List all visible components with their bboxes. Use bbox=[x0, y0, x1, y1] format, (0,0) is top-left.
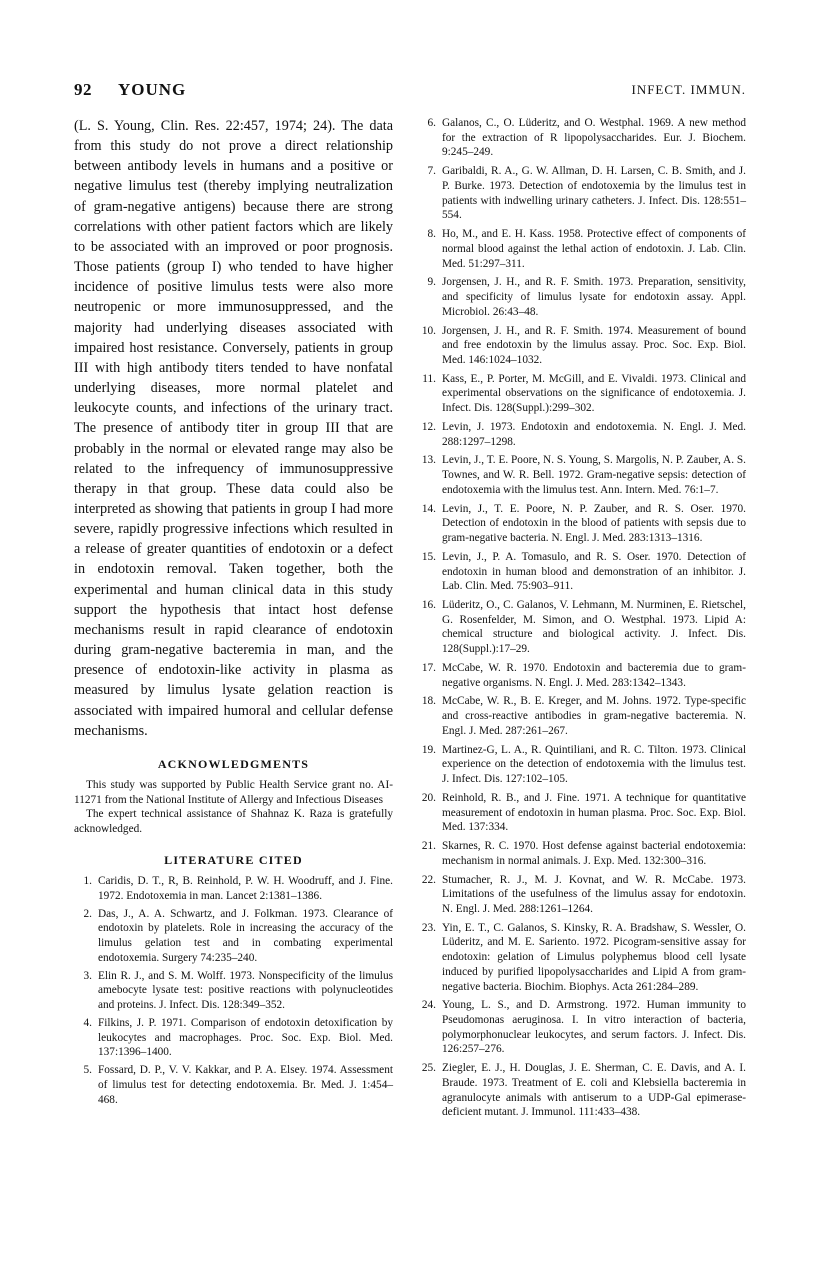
running-head bbox=[74, 80, 746, 102]
reference-text: Lüderitz, O., C. Galanos, V. Lehmann, M. Nurminen, E. Rietschel, G. Rosenfelder, M. Simon, and O. Westphal. 1973. Lipid A: chemical structure and biological activity. J. Infect. Dis. 128(Suppl.):17–29. bbox=[442, 599, 746, 656]
reference-item bbox=[418, 598, 746, 657]
reference-item bbox=[74, 1016, 393, 1060]
left-column bbox=[74, 116, 393, 1111]
reference-number: 16. bbox=[421, 599, 436, 612]
reference-text: Martinez-G, L. A., R. Quintiliani, and R. C. Tilton. 1973. Clinical experience on the detection of endotoxemia with the limulus test. J. Infect. Dis. 127:102–105. bbox=[442, 743, 746, 786]
page-number: 92 bbox=[74, 80, 92, 99]
reference-number: 18. bbox=[421, 695, 436, 708]
reference-text: Skarnes, R. C. 1970. Host defense against bacterial endotoxemia: mechanism in normal animals. J. Exp. Med. 132:300–316. bbox=[442, 840, 746, 867]
discussion-paragraph: (L. S. Young, Clin. Res. 22:457, 1974; 24). The data from this study do not prove a direct relationship between antibody levels in humans and a positive or negative limulus test (thereby implying neutralization of gram-negative antigens) because there are strong correlations with other patient factors which are likely to be associated with an improved or poor prognosis. Those patients (group I) who tended to have higher incidence of positive limulus tests were also more neutropenic or more immunosuppressed, and the majority had underlying diseases associated with impaired host resistance. Conversely, patients in group III with high antibody titers tended to have nonfatal underlying diseases, more normal platelet and leukocyte counts, and infections of the urinary tract. The presence of antibody titer in group III that are probably in the normal or elevated range may also be related to the infrequency of immunosuppressive therapy in that group. These data could also be interpreted as showing that patients in group I had more severe, rapidly progressive infections which resulted in a release of greater quantities of endotoxin or a defect in endotoxin removal. Taken together, both the experimental and human clinical data in this study support the hypothesis that intact host defense mechanisms result in rapid clearance of endotoxin during gram-negative bacteremia in man, and the presence of endotoxin-like activity in plasma as measured by limulus lysate gelation reaction is associated with impaired humoral and cellular defense mechanisms. bbox=[74, 118, 393, 739]
reference-list-left bbox=[74, 874, 393, 1107]
reference-number: 24. bbox=[421, 999, 436, 1012]
reference-text: Reinhold, R. B., and J. Fine. 1971. A technique for quantitative measurement of endotoxin in human plasma. Proc. Soc. Exp. Biol. Med. 137:334. bbox=[442, 791, 746, 834]
reference-text: Fossard, D. P., V. V. Kakkar, and P. A. Elsey. 1974. Assessment of limulus test for detecting endotoxemia. Br. Med. J. 1:454–468. bbox=[98, 1064, 393, 1106]
reference-number: 21. bbox=[421, 840, 436, 853]
reference-item bbox=[418, 791, 746, 835]
right-column bbox=[418, 116, 746, 1124]
acknowledgment-paragraph: The expert technical assistance of Shahnaz K. Raza is gratefully acknowledged. bbox=[74, 808, 393, 836]
reference-item bbox=[74, 969, 393, 1013]
literature-cited-heading: LITERATURE CITED bbox=[164, 853, 303, 868]
reference-text: Caridis, D. T., R, B. Reinhold, P. W. H. Woodruff, and J. Fine. 1972. Endotoxemia in man. Lancet 2:1381–1386. bbox=[98, 875, 393, 902]
reference-item bbox=[418, 694, 746, 738]
reference-number: 11. bbox=[422, 372, 436, 385]
reference-number: 17. bbox=[421, 661, 436, 674]
reference-text: Elin R. J., and S. M. Wolff. 1973. Nonspecificity of the limulus amebocyte lysate test: positive reactions with polynucleotides and proteins. J. Infect. Dis. 128:349–352. bbox=[98, 969, 393, 1012]
reference-number: 7. bbox=[427, 165, 436, 178]
reference-number: 23. bbox=[421, 921, 436, 934]
reference-text: Kass, E., P. Porter, M. McGill, and E. Vivaldi. 1973. Clinical and experimental observations on the significance of endotoxemia. J. Infect. Dis. 128(Suppl.):299–302. bbox=[442, 372, 746, 415]
reference-number: 10. bbox=[421, 324, 436, 337]
reference-item bbox=[418, 743, 746, 787]
reference-item bbox=[418, 420, 746, 449]
reference-number: 1. bbox=[83, 875, 92, 888]
reference-list-right bbox=[418, 116, 746, 1120]
reference-text: Filkins, J. P. 1971. Comparison of endotoxin detoxification by leukocytes and macrophages. Proc. Soc. Exp. Biol. Med. 137:1396–1400. bbox=[98, 1016, 393, 1059]
reference-text: Garibaldi, R. A., G. W. Allman, D. H. Larsen, C. B. Smith, and J. P. Burke. 1973. Detection of endotoxemia by the limulus test in patients with indwelling urinary catheters. J. Infect. Dis. 128:551–554. bbox=[442, 165, 746, 222]
reference-text: Galanos, C., O. Lüderitz, and O. Westphal. 1969. A new method for the extraction of R lipopolysaccharides. Eur. J. Biochem. 9:245–249. bbox=[442, 117, 746, 159]
reference-number: 14. bbox=[421, 502, 436, 515]
reference-text: Ho, M., and E. H. Kass. 1958. Protective effect of components of normal blood against the lethal action of endotoxin. J. Lab. Clin. Med. 51:297–311. bbox=[442, 228, 746, 270]
reference-item bbox=[418, 164, 746, 223]
reference-item bbox=[418, 372, 746, 416]
reference-text: Jorgensen, J. H., and R. F. Smith. 1974. Measurement of bound and free endotoxin by the limulus assay. Proc. Soc. Exp. Biol. Med. 146:1024–1032. bbox=[442, 324, 746, 366]
reference-item bbox=[418, 116, 746, 160]
reference-number: 12. bbox=[421, 420, 436, 433]
reference-item bbox=[418, 550, 746, 594]
reference-number: 20. bbox=[421, 791, 436, 804]
reference-item bbox=[418, 502, 746, 546]
reference-number: 3. bbox=[83, 969, 92, 982]
reference-item bbox=[418, 921, 746, 995]
reference-item bbox=[418, 227, 746, 271]
reference-number: 15. bbox=[421, 550, 436, 563]
reference-item bbox=[418, 453, 746, 497]
reference-text: McCabe, W. R. 1970. Endotoxin and bacteremia due to gram-negative organisms. N. Engl. J. Med. 283:1342–1343. bbox=[442, 661, 746, 689]
reference-number: 22. bbox=[421, 873, 436, 886]
reference-text: Levin, J., T. E. Poore, N. S. Young, S. Margolis, N. P. Zauber, A. S. Townes, and W. R. Bell. 1972. Gram-negative sepsis: detection of endotoxemia with the limulus test. Ann. Intern. Med. 76:1–7. bbox=[442, 454, 746, 496]
reference-number: 13. bbox=[421, 454, 436, 467]
reference-text: Young, L. S., and D. Armstrong. 1972. Human immunity to Pseudomonas aeruginosa. I. In vitro interaction of bacteria, polymorphonuclear leukocytes, and serum factors. J. Infect. Dis. 126:257–276. bbox=[442, 999, 746, 1056]
reference-number: 6. bbox=[427, 117, 436, 129]
reference-number: 19. bbox=[421, 743, 436, 756]
reference-text: Stumacher, R. J., M. J. Kovnat, and W. R. McCabe. 1973. Limitations of the usefulness of the limulus assay for endotoxin. N. Engl. J. Med. 288:1261–1264. bbox=[442, 873, 746, 915]
reference-number: 4. bbox=[83, 1016, 92, 1029]
reference-item bbox=[418, 324, 746, 368]
reference-item bbox=[418, 275, 746, 319]
reference-item bbox=[418, 839, 746, 868]
reference-number: 2. bbox=[83, 907, 92, 920]
reference-text: Levin, J. 1973. Endotoxin and endotoxemia. N. Engl. J. Med. 288:1297–1298. bbox=[442, 420, 746, 448]
reference-item bbox=[418, 1061, 746, 1120]
reference-text: Levin, J., T. E. Poore, N. P. Zauber, and R. S. Oser. 1970. Detection of endotoxin in the blood of patients with sepsis due to gram-negative bacteria. N. Engl. J. Med. 283:1313–1316. bbox=[442, 502, 746, 545]
reference-text: Yin, E. T., C. Galanos, S. Kinsky, R. A. Bradshaw, S. Wessler, O. Lüderitz, and M. E. Sariento. 1972. Picogram-sensitive assay for endotoxin: gelation of Limulus polyphemus blood cell lysate induced by purified lipopolysaccharides and Lipid A from gram-negative bacteria. Biochim. Biophys. Acta 261:284–289. bbox=[442, 921, 746, 993]
reference-item bbox=[418, 661, 746, 690]
reference-item bbox=[74, 907, 393, 966]
reference-text: McCabe, W. R., B. E. Kreger, and M. Johns. 1972. Type-specific and cross-reactive antibodies in gram-negative bacteremia. N. Engl. J. Med. 287:261–267. bbox=[442, 695, 746, 737]
reference-item bbox=[418, 873, 746, 917]
acknowledgment-paragraph: This study was supported by Public Health Service grant no. AI-11271 from the National Institute of Allergy and Infectious Diseases bbox=[74, 778, 393, 806]
reference-item bbox=[74, 874, 393, 903]
reference-item bbox=[418, 998, 746, 1057]
reference-item bbox=[74, 1063, 393, 1107]
reference-number: 25. bbox=[421, 1062, 436, 1075]
running-head-author: YOUNG bbox=[118, 80, 187, 99]
reference-text: Ziegler, E. J., H. Douglas, J. E. Sherman, C. E. Davis, and A. I. Braude. 1973. Treatment of E. coli and Klebsiella bacteremia in agranulocyte animals with antiserum to a UDP-Gal epimerase-deficient mutant. J. Immunol. 111:433–438. bbox=[442, 1062, 746, 1119]
reference-text: Jorgensen, J. H., and R. F. Smith. 1973. Preparation, sensitivity, and specificity of limulus lysate for endotoxin assay. Appl. Microbiol. 26:43–48. bbox=[442, 276, 746, 318]
reference-text: Levin, J., P. A. Tomasulo, and R. S. Oser. 1970. Detection of endotoxin in human blood and demonstration of an inhibitor. J. Lab. Clin. Med. 75:903–911. bbox=[442, 550, 746, 593]
running-head-journal: INFECT. IMMUN. bbox=[631, 82, 746, 97]
reference-number: 8. bbox=[427, 228, 436, 241]
reference-number: 5. bbox=[83, 1064, 92, 1077]
acknowledgments-heading: ACKNOWLEDGMENTS bbox=[157, 756, 310, 771]
reference-text: Das, J., A. A. Schwartz, and J. Folkman. 1973. Clearance of endotoxin by platelets. Role in increasing the accuracy of the limulus gelation test and in combating experimental endotoxemia. Surgery 74:235–240. bbox=[98, 907, 393, 964]
reference-number: 9. bbox=[427, 276, 436, 289]
